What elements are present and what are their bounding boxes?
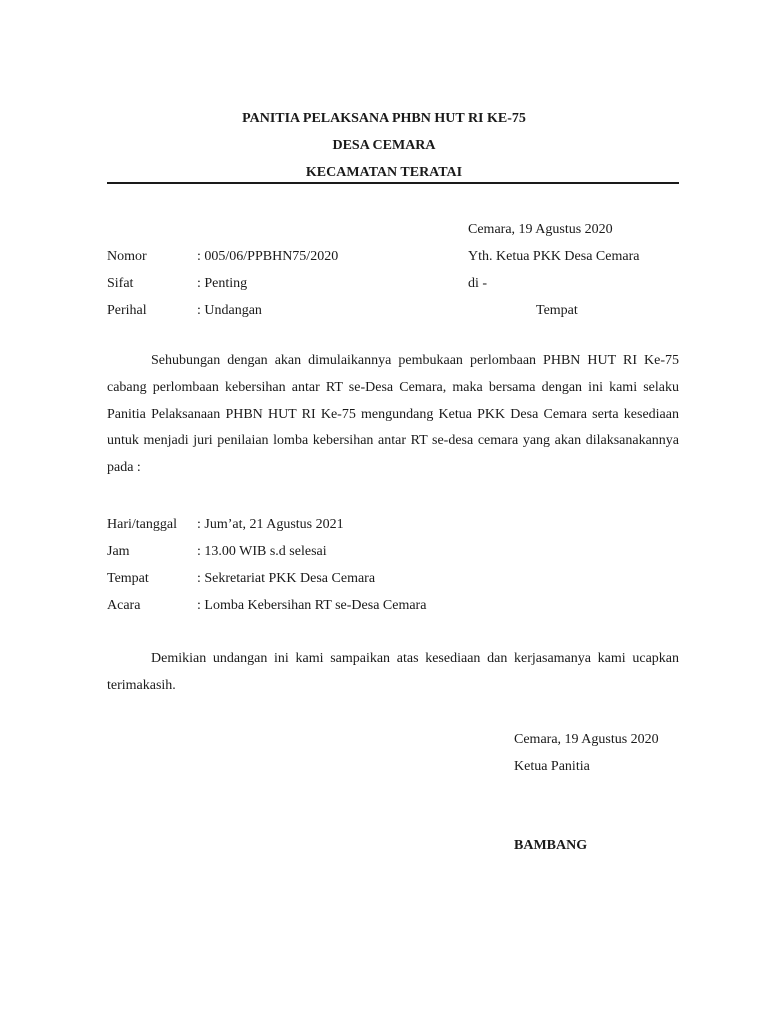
body-paragraph: Sehubungan dengan akan dimulaikannya pembukaan perlombaan PHBN HUT RI Ke-75 cabang perlombaan kebersihan antar RT se-Desa Cemara, maka bersama dengan ini kami selaku Panitia Pelaksanaan PHBN HUT RI Ke-75 mengundang Ketua PKK Desa Cemara serta kesediaan untuk menjadi juri penilaian lomba kebersihan antar RT se-desa cemara yang akan dilaksanakannya pada : <box>107 353 679 476</box>
letter-date: Cemara, 19 Agustus 2020 <box>468 222 613 237</box>
header-district: KECAMATAN TERATAI <box>305 165 463 180</box>
recipient-name: Yth. Ketua PKK Desa Cemara <box>468 249 640 264</box>
meta-value-sifat: : Penting <box>197 276 248 291</box>
signature-date: Cemara, 19 Agustus 2020 <box>514 732 659 747</box>
recipient-di: di - <box>468 276 488 291</box>
event-value-place: : Sekretariat PKK Desa Cemara <box>197 571 376 586</box>
meta-value-perihal: : Undangan <box>197 303 262 318</box>
signature-name: BAMBANG <box>514 838 588 853</box>
header-committee: PANITIA PELAKSANA PHBN HUT RI KE-75 <box>242 111 526 126</box>
header-divider <box>107 182 679 184</box>
header-village: DESA CEMARA <box>332 138 436 153</box>
event-value-date: : Jum’at, 21 Agustus 2021 <box>197 517 344 532</box>
event-value-time: : 13.00 WIB s.d selesai <box>197 544 327 559</box>
meta-label-nomor: Nomor <box>107 249 147 264</box>
closing-paragraph: Demikian undangan ini kami sampaikan atas kesediaan dan kerjasamanya kami ucapkan terimakasih. <box>107 651 679 693</box>
recipient-place: Tempat <box>536 303 578 318</box>
meta-value-nomor: : 005/06/PPBHN75/2020 <box>197 249 339 264</box>
event-value-agenda: : Lomba Kebersihan RT se-Desa Cemara <box>197 598 427 613</box>
event-label-time: Jam <box>107 544 130 559</box>
event-label-agenda: Acara <box>107 598 141 613</box>
meta-label-sifat: Sifat <box>107 276 134 291</box>
meta-label-perihal: Perihal <box>107 303 147 318</box>
event-label-date: Hari/tanggal <box>107 517 177 532</box>
signature-position: Ketua Panitia <box>514 759 590 774</box>
event-label-place: Tempat <box>107 571 149 586</box>
